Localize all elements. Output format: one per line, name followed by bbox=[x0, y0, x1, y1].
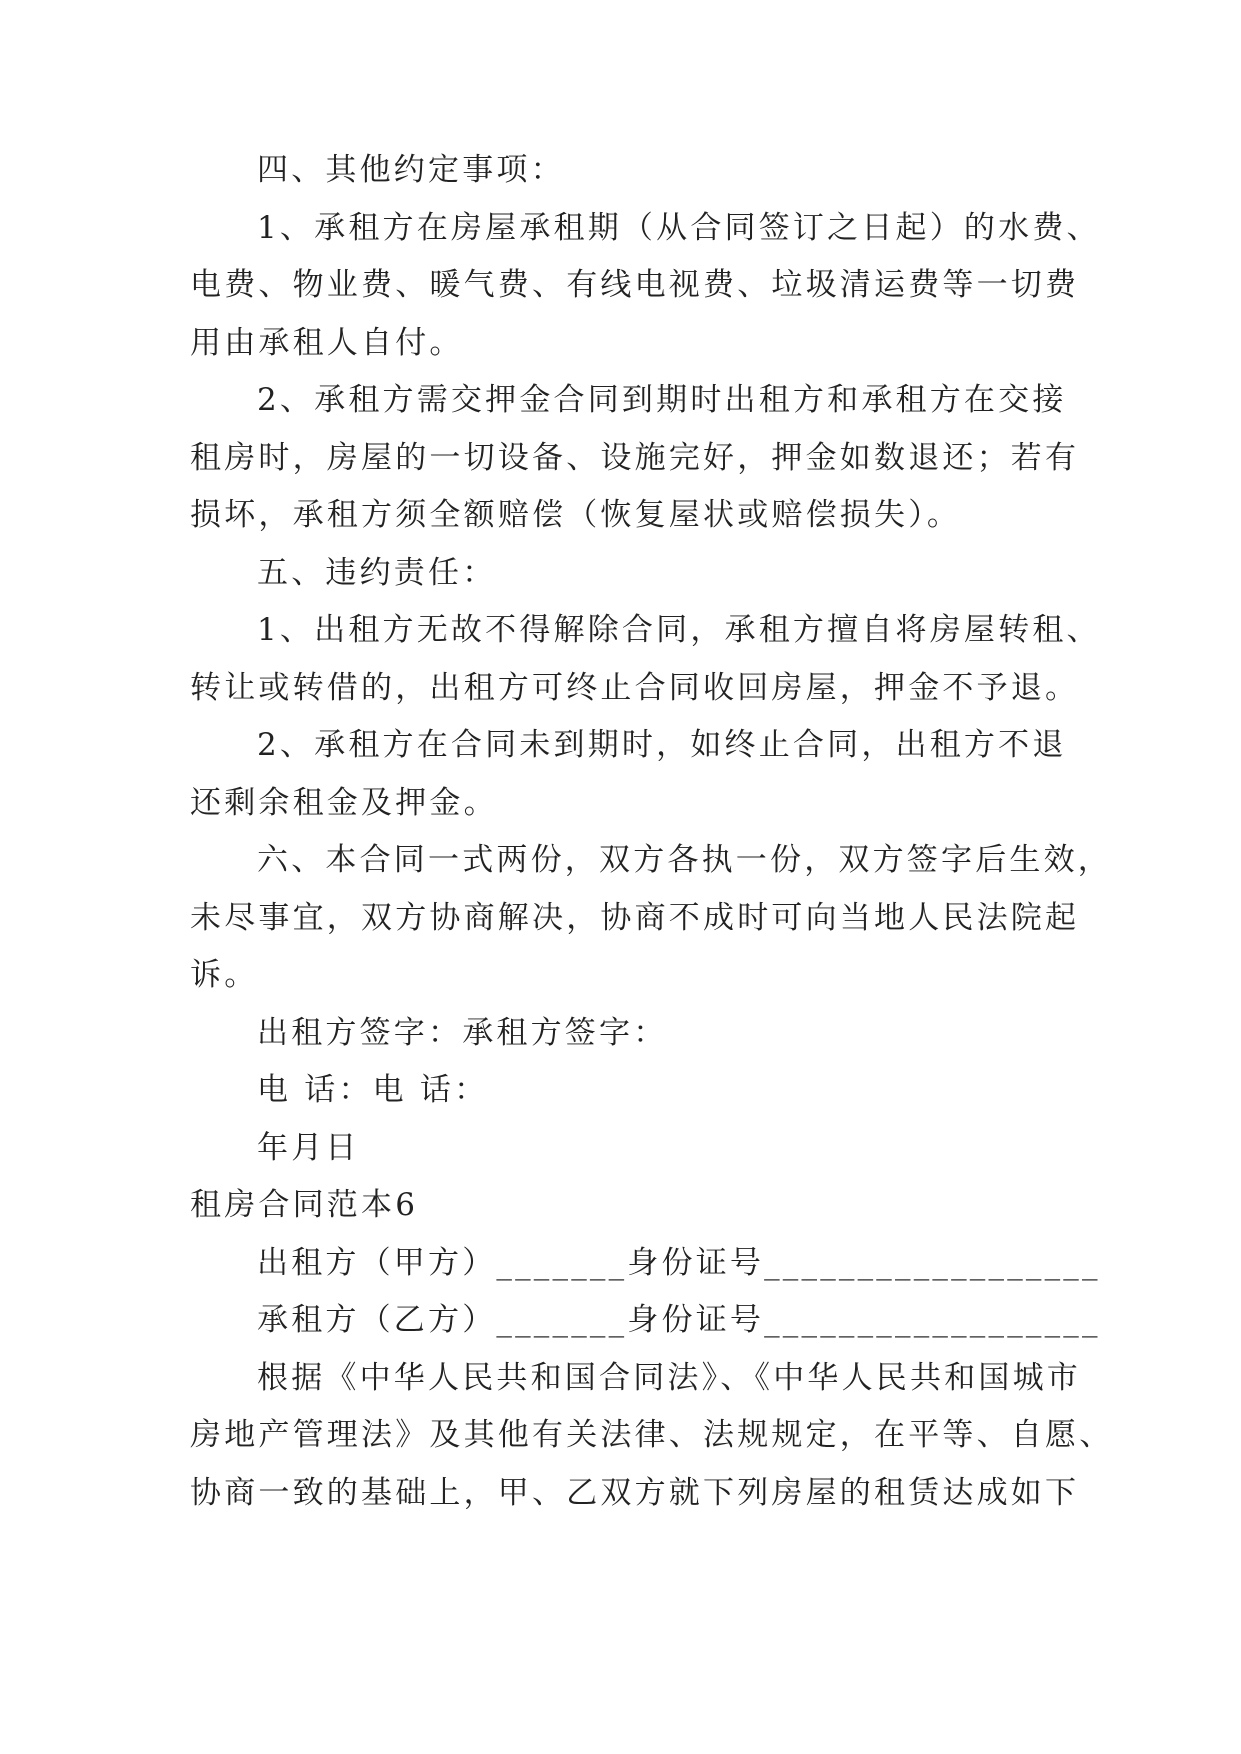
paragraph-line: 1、承租方在房屋承租期（从合同签订之日起）的水费、 bbox=[257, 210, 1101, 246]
paragraph-line: 用由承租人自付。 bbox=[190, 325, 464, 361]
contract-title: 租房合同范本6 bbox=[190, 1187, 419, 1223]
paragraph-line: 未尽事宜，双方协商解决，协商不成时可向当地人民法院起 bbox=[190, 900, 1080, 936]
paragraph-line: 租房时，房屋的一切设备、设施完好，押金如数退还；若有 bbox=[190, 440, 1080, 476]
date-line: 年月日 bbox=[257, 1130, 360, 1166]
paragraph-line: 电费、物业费、暖气费、有线电视费、垃圾清运费等一切费 bbox=[190, 267, 1080, 303]
paragraph-line: 转让或转借的，出租方可终止合同收回房屋，押金不予退。 bbox=[190, 670, 1080, 706]
paragraph-line: 还剩余租金及押金。 bbox=[190, 785, 498, 821]
paragraph-line: 2、承租方需交押金合同到期时出租方和承租方在交接 bbox=[257, 382, 1067, 418]
paragraph-line: 根据《中华人民共和国合同法》、《中华人民共和国城市 bbox=[257, 1360, 1081, 1396]
paragraph-line: 协商一致的基础上，甲、乙双方就下列房屋的租赁达成如下 bbox=[190, 1475, 1080, 1511]
phone-line: 电 话：电 话： bbox=[257, 1072, 489, 1108]
section-heading: 五、违约责任： bbox=[257, 555, 497, 591]
paragraph-line: 房地产管理法》及其他有关法律、法规规定，在平等、自愿、 bbox=[190, 1417, 1114, 1453]
section-heading: 四、其他约定事项： bbox=[257, 152, 565, 188]
party-b-line: 承租方（乙方）_______身份证号__________________ bbox=[257, 1302, 1101, 1338]
paragraph-line: 2、承租方在合同未到期时，如终止合同，出租方不退 bbox=[257, 727, 1067, 763]
paragraph-line: 1、出租方无故不得解除合同，承租方擅自将房屋转租、 bbox=[257, 612, 1101, 648]
signature-line: 出租方签字：承租方签字： bbox=[257, 1015, 668, 1051]
paragraph-line: 六、本合同一式两份，双方各执一份，双方签字后生效， bbox=[257, 842, 1112, 878]
paragraph-line: 诉。 bbox=[190, 957, 259, 993]
party-a-line: 出租方（甲方）_______身份证号__________________ bbox=[257, 1245, 1101, 1281]
paragraph-line: 损坏，承租方须全额赔偿（恢复屋状或赔偿损失）。 bbox=[190, 497, 962, 533]
